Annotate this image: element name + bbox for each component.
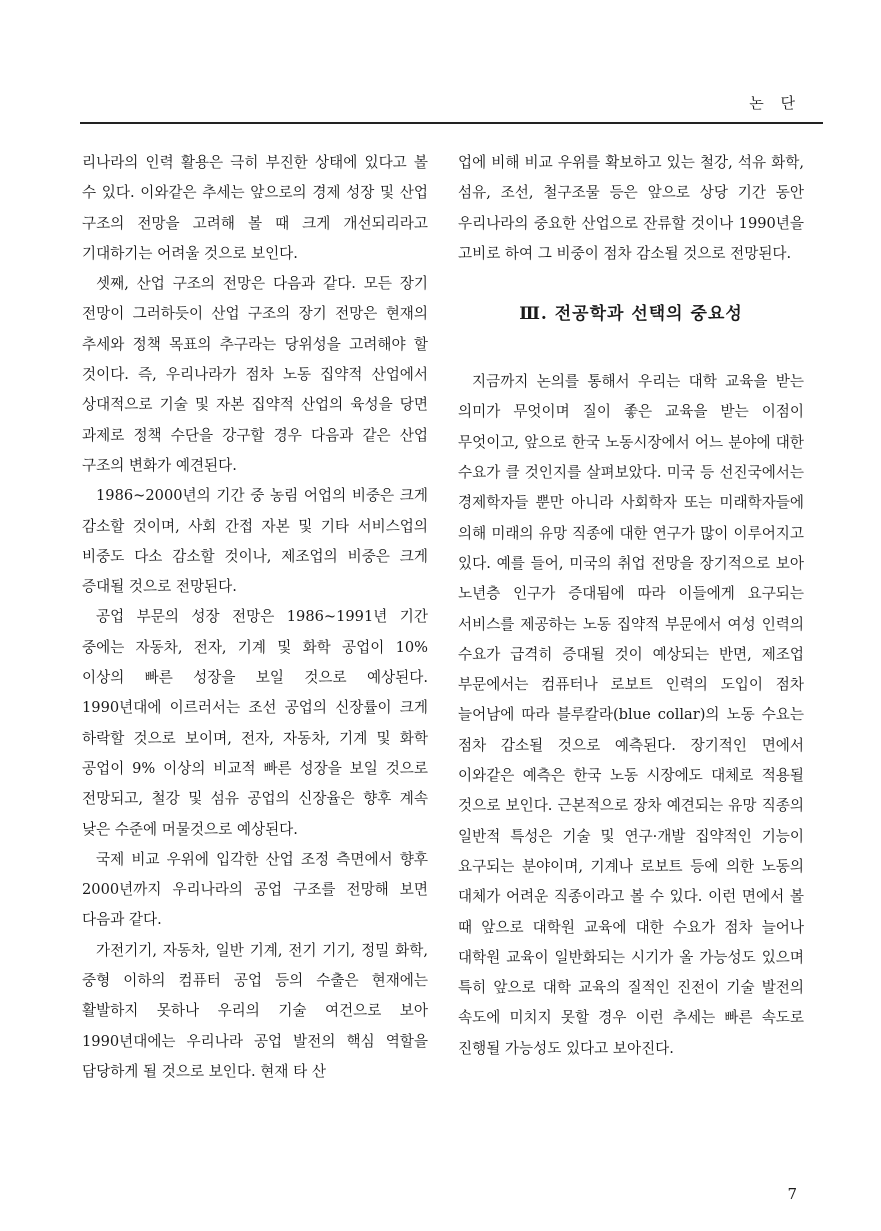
right-column: [458, 148, 804, 1064]
paragraph: 업에 비해 비교 우위를 확보하고 있는 철강, 석유 화학, 섬유, 조선, 철구조물 등은 앞으로 상당 기간 동안 우리나라의 중요한 산업으로 잔류할 것이나 1990년을 고비로 하여 그 비중이 점차 감소될 것으로 전망된다.: [458, 154, 804, 262]
section-label: 논 단: [749, 94, 801, 112]
page-number: 7: [787, 1185, 797, 1203]
header-rule: [80, 122, 823, 124]
paragraph: 가전기기, 자동차, 일반 기계, 전기 기기, 정밀 화학, 중형 이하의 컴퓨터 공업 등의 수출은 현재에는 활발하지 못하나 우리의 기술 여건으로 보아 1990년대에는 우리나라 공업 발전의 핵심 역할을 담당하게 될 것으로 보인다. 현재 타 산: [82, 941, 428, 1080]
section-heading: Ⅲ. 전공학과 선택의 중요성: [519, 304, 743, 325]
left-column: [82, 148, 428, 1087]
paragraph: 리나라의 인력 활용은 극히 부진한 상태에 있다고 볼 수 있다. 이와같은 추세는 앞으로의 경제 성장 및 산업 구조의 전망을 고려해 볼 때 크게 개선되리라고 기대하기는 어려울 것으로 보인다.: [82, 154, 428, 262]
paragraph: 셋째, 산업 구조의 전망은 다음과 같다. 모든 장기 전망이 그러하듯이 산업 구조의 장기 전망은 현재의 추세와 정책 목표의 추구라는 당위성을 고려해야 할 것이다. 즉, 우리나라가 점차 노동 집약적 산업에서 상대적으로 기술 및 자본 집약적 산업의 육성을 당면 과제로 정책 수단을 강구할 경우 다음과 같은 산업 구조의 변화가 예견된다.: [82, 275, 428, 474]
paragraph: 공업 부문의 성장 전망은 1986~1991년 기간 중에는 자동차, 전자, 기계 및 화학 공업이 10% 이상의 빠른 성장을 보일 것으로 예상된다. 1990년대에 이르러서는 조선 공업의 신장률이 크게 하락할 것으로 보이며, 전자, 자동차, 기계 및 화학 공업이 9% 이상의 비교적 빠른 성장을 보일 것으로 전망되고, 철강 및 섬유 공업의 신장율은 향후 계속 낮은 수준에 머물것으로 예상된다.: [82, 608, 428, 838]
paragraph: 1986~2000년의 기간 중 농림 어업의 비중은 크게 감소할 것이며, 사회 간접 자본 및 기타 서비스업의 비중도 다소 감소할 것이나, 제조업의 비중은 크게 증대될 것으로 전망된다.: [82, 487, 428, 596]
paragraph: 지금까지 논의를 통해서 우리는 대학 교육을 받는 의미가 무엇이며 질이 좋은 교육을 받는 이점이 무엇이고, 앞으로 한국 노동시장에서 어느 분야에 대한 수요가 클 것인지를 살펴보았다. 미국 등 선진국에서는 경제학자들 뿐만 아니라 사회학자 또는 미래학자들에 의해 미래의 유망 직종에 대한 연구가 많이 이루어지고 있다. 예를 들어, 미국의 취업 전망을 장기적으로 보아 노년층 인구가 증대됨에 따라 이들에게 요구되는 서비스를 제공하는 노동 집약적 부문에서 여성 인력의 수요가 급격히 증대될 것이 예상되는 반면, 제조업 부문에서는 컴퓨터나 로보트 인력의 도입이 점차 늘어남에 따라 블루칼라(blue collar)의 노동 수요는 점차 감소될 것으로 예측된다. 장기적인 면에서 이와같은 예측은 한국 노동 시장에도 대체로 적용될 것으로 보인다. 근본적으로 장차 예견되는 유망 직종의 일반적 특성은 기술 및 연구·개발 집약적인 기능이 요구되는 분야이며, 기계나 로보트 등에 의한 노동의 대체가 어려운 직종이라고 볼 수 있다. 이런 면에서 볼 때 앞으로 대학원 교육에 대한 수요가 점차 늘어나 대학원 교육이 일반화되는 시기가 올 가능성도 있으며 특히 앞으로 대학 교육의 질적인 진전이 기술 발전의 속도에 미치지 못할 경우 이런 추세는 빠른 속도로 진행될 가능성도 있다고 보아진다.: [458, 373, 804, 1057]
paragraph: 국제 비교 우위에 입각한 산업 조정 측면에서 향후 2000년까지 우리나라의 공업 구조를 전망해 보면 다음과 같다.: [82, 850, 428, 929]
